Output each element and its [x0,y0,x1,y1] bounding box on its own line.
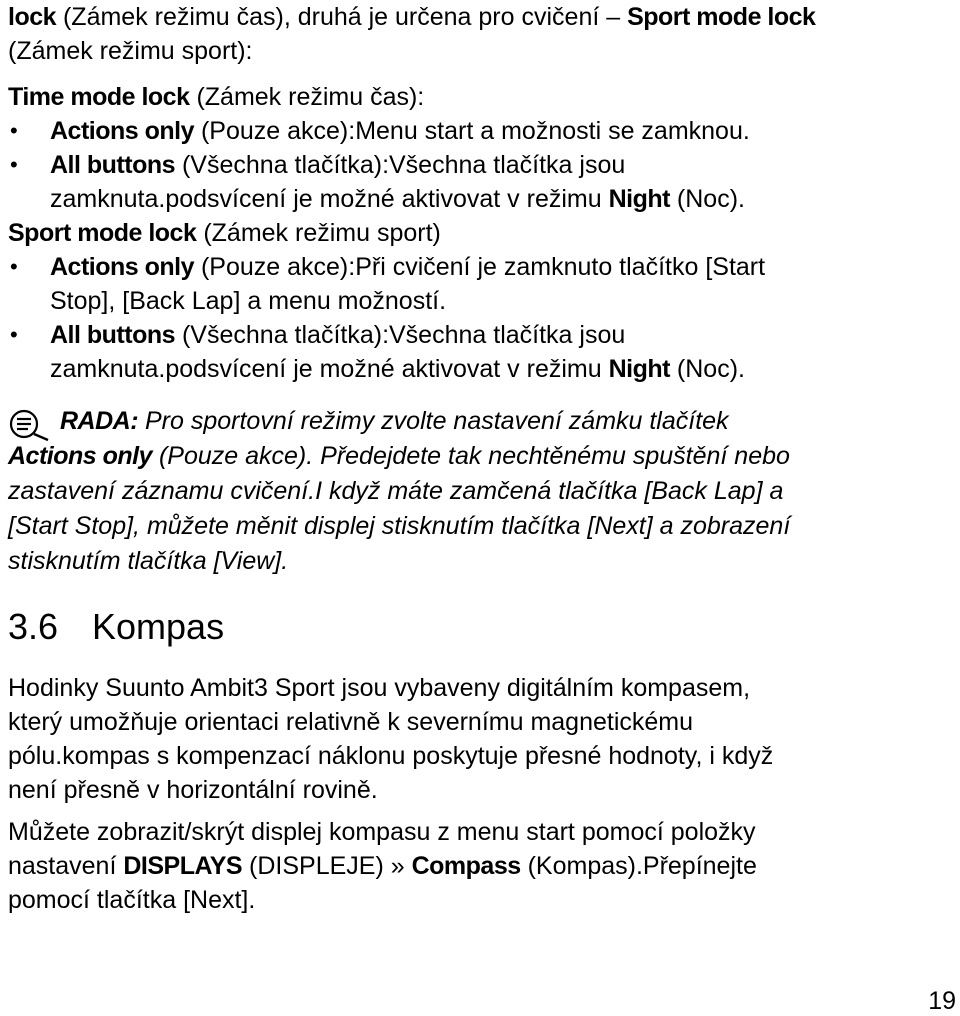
para-line: Hodinky Suunto Ambit3 Sport jsou vybaveny digitálním kompasem, [8,674,751,702]
text: nastavení [8,852,124,880]
text: (Pouze akce):Při cvičení je zamknuto tlačítko [Start [194,253,766,281]
bullet-icon: • [10,152,18,177]
paragraph-2 [8,815,956,917]
para-line: pólu.kompas s kompenzací náklonu poskytuje přesné hodnoty, i když [8,742,774,770]
tip-label: RADA: [60,407,139,435]
para-line: Můžete zobrazit/skrýt displej kompasu z menu start pomocí položky [8,818,756,846]
paragraph-1 [8,671,956,807]
text: zamknuta.podsvícení je možné aktivovat v režimu [50,185,609,213]
bold-term: All buttons [50,321,176,349]
sport-mode-bullet-1-cont: Stop], [Back Lap] a menu možností. [50,287,447,315]
bold-term: Actions only [8,442,153,470]
text: (DISPLEJE) » [242,852,412,880]
section-title: Kompas [92,606,225,647]
sport-mode-bullet-2-cont [8,352,956,386]
tip-line-4: [Start Stop], můžete měnit displej stisknutím tlačítka [Next] a zobrazení [8,512,791,540]
text: (Zámek režimu čas): [189,83,425,111]
text: Pro sportovní režimy zvolte nastavení zámku tlačítek [138,407,729,435]
intro-line-2: (Zámek režimu sport): [8,37,253,65]
bold-term: Night [608,355,670,383]
text: (Všechna tlačítka):Všechna tlačítka jsou [175,151,626,179]
bold-term: Sport mode lock [8,219,197,247]
text: (Kompas).Přepínejte [520,852,757,880]
tip-line-5: stisknutím tlačítka [View]. [8,547,289,575]
text: zamknuta.podsvícení je možné aktivovat v režimu [50,355,609,383]
text: (Všechna tlačítka):Všechna tlačítka jsou [175,321,626,349]
section-heading [8,605,956,649]
bold-term: Time mode lock [8,83,190,111]
bold-term: Actions only [50,253,195,281]
time-mode-bullet-1 [8,114,956,148]
para-line: není přesně v horizontální rovině. [8,776,378,804]
text: (Noc). [669,185,745,213]
tip-line-1 [8,404,956,439]
intro-line-1 [8,0,956,34]
bold-term: All buttons [50,151,176,179]
bold-term: Compass [411,852,521,880]
tip-line-2 [8,439,956,474]
bold-term: Night [608,185,670,213]
tip-line-3: zastavení záznamu cvičení.I když máte zamčená tlačítka [Back Lap] a [8,477,784,505]
text: (Pouze akce). Předejdete tak nechtěnému spuštění nebo [152,442,790,470]
text: (Pouze akce):Menu start a možnosti se zamknou. [194,117,750,145]
section-number: 3.6 [8,606,59,647]
time-mode-heading [8,80,956,114]
sport-mode-bullet-2 [8,318,956,352]
manual-page [8,0,956,925]
bold-term: Sport mode lock [627,3,816,31]
bold-term: lock [8,3,57,31]
bullet-icon: • [10,254,18,279]
text: (Zámek režimu sport) [196,219,441,247]
tip-block [8,404,956,579]
para-line [8,849,956,883]
page-number: 19 [928,987,956,1015]
bullet-icon: • [10,322,18,347]
text: (Noc). [669,355,745,383]
sport-mode-bullet-1 [8,250,956,284]
time-mode-bullet-2-cont [8,182,956,216]
text: (Zámek režimu čas), druhá je určena pro cvičení – [56,3,628,31]
time-mode-bullet-2 [8,148,956,182]
bold-term: Actions only [50,117,195,145]
tip-icon [8,408,52,444]
para-line: pomocí tlačítka [Next]. [8,886,256,914]
sport-mode-heading [8,216,956,250]
bullet-icon: • [10,118,18,143]
bold-term: DISPLAYS [123,852,243,880]
para-line: který umožňuje orientaci relativně k severnímu magnetickému [8,708,694,736]
